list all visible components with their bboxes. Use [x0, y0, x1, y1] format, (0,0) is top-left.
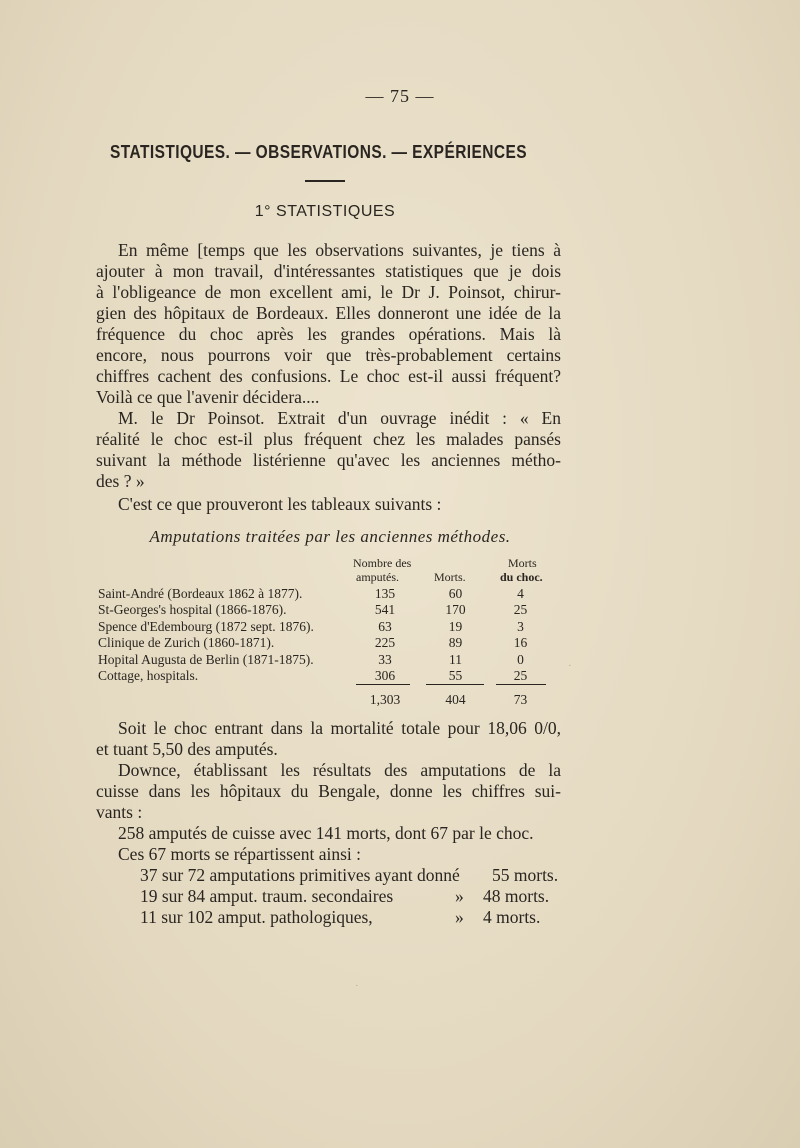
cell-morts: 170	[445, 602, 466, 618]
total-amputes: 1,303	[369, 692, 401, 708]
table-row	[98, 602, 558, 618]
text-line: 258 amputés de cuisse avec 141 morts, dont 67 par le choc.	[118, 823, 534, 843]
breakdown-ditto: »	[455, 886, 464, 906]
cell-morts: 55	[448, 667, 463, 683]
paragraph-poinsot-quote	[96, 408, 561, 492]
text-line: vants :	[96, 802, 143, 822]
sum-rule-morts	[426, 684, 484, 685]
heading-divider	[305, 180, 345, 182]
header-du-choc: du choc.	[500, 570, 543, 584]
cell-morts: 60	[448, 586, 463, 601]
table-totals-row	[98, 690, 558, 712]
text-line: fréquence du choc après les grandes opérations. Mais là	[96, 324, 561, 344]
text-line: des ? »	[96, 471, 145, 491]
header-morts-choc: Morts	[508, 556, 537, 570]
breakdown-ditto: »	[455, 907, 464, 927]
text-line: à l'obligeance de mon excellent ami, le Dr J. Poinsot, chirur-	[96, 282, 561, 302]
paragraph-downce	[96, 760, 561, 823]
breakdown-text: 11 sur 102 amput. pathologiques,	[140, 907, 373, 927]
list-item	[140, 907, 560, 928]
cell-morts: 19	[448, 618, 463, 634]
cell-choc: 4	[517, 586, 524, 601]
text-line: ajouter à mon travail, d'intéressantes statistiques que je dois	[96, 261, 561, 281]
breakdown-text: 37 sur 72 amputations primitives ayant donné	[140, 865, 460, 885]
cell-place: Hopital Augusta de Berlin (1871-1875).	[98, 651, 314, 667]
text-line: C'est ce que prouveront les tableaux suivants :	[118, 494, 442, 514]
breakdown-text: 19 sur 84 amput. traum. secondaires	[140, 886, 394, 906]
total-morts: 404	[445, 692, 466, 708]
total-choc: 73	[513, 692, 528, 708]
cell-choc: 3	[517, 618, 524, 634]
table-row	[98, 635, 558, 651]
table-row	[98, 586, 558, 602]
cell-amputes: 135	[374, 586, 396, 601]
cell-choc: 16	[513, 635, 528, 651]
table-row	[98, 668, 558, 684]
header-morts: Morts.	[434, 570, 466, 584]
paragraph-tables-intro	[96, 494, 561, 515]
cell-morts: 11	[449, 651, 462, 667]
list-item	[140, 865, 560, 886]
header-nombre: Nombre des	[353, 556, 412, 570]
page-number: — 75 —	[365, 86, 435, 106]
table-row	[98, 619, 558, 635]
paper-speck: ·	[355, 980, 359, 992]
cell-choc: 0	[517, 651, 524, 667]
paragraph-breakdown-intro	[118, 844, 563, 865]
table-header	[98, 556, 558, 586]
section-title: 1° STATISTIQUES	[254, 203, 396, 220]
text-line: Downce, établissant les résultats des amputations de la	[118, 760, 561, 780]
text-line: gien des hôpitaux de Bordeaux. Elles donneront une idée de la	[96, 303, 561, 323]
table-caption: Amputations traitées par les anciennes méthodes.	[149, 527, 511, 546]
paper-speck: ·	[568, 660, 572, 672]
cell-place: Saint-André (Bordeaux 1862 à 1877).	[98, 586, 303, 601]
text-line: Ces 67 morts se répartissent ainsi :	[118, 844, 362, 864]
paragraph-thigh-amputations	[118, 823, 563, 844]
cell-place: Spence d'Edembourg (1872 sept. 1876).	[98, 618, 314, 634]
cell-choc: 25	[513, 667, 528, 683]
text-line: En même [temps que les observations suivantes, je tiens à	[118, 240, 561, 260]
cell-place: Cottage, hospitals.	[98, 667, 199, 683]
cell-amputes: 33	[378, 651, 392, 667]
header-amputes: amputés.	[356, 570, 399, 584]
text-line: cuisse dans les hôpitaux du Bengale, donne les chiffres sui-	[96, 781, 561, 801]
sum-rule-amputes	[356, 684, 410, 685]
cell-amputes: 63	[378, 618, 392, 634]
cell-amputes: 225	[374, 635, 396, 651]
text-line: suivant la méthode listérienne qu'avec les anciennes métho-	[96, 450, 561, 470]
cell-amputes: 541	[374, 602, 396, 618]
text-line: Voilà ce que l'avenir décidera....	[96, 387, 320, 407]
breakdown-result: 48 morts.	[483, 886, 550, 906]
paragraph-mortality	[96, 718, 561, 760]
table-row	[98, 652, 558, 668]
breakdown-result: 55 morts.	[492, 865, 559, 885]
text-line: encore, nous pourrons voir que très-probablement certains	[96, 345, 561, 365]
text-line: et tuant 5,50 des amputés.	[96, 739, 278, 759]
paragraph-intro	[96, 240, 561, 408]
text-line: chiffres cachent des confusions. Le choc est-il aussi fréquent?	[96, 366, 561, 386]
cell-morts: 89	[448, 635, 463, 651]
breakdown-result: 4 morts.	[483, 907, 541, 927]
text-line: Soit le choc entrant dans la mortalité totale pour 18,06 0/0,	[118, 718, 561, 738]
amputation-table	[98, 556, 558, 712]
breakdown-list	[140, 865, 560, 928]
list-item	[140, 886, 560, 907]
sum-rule-choc	[496, 684, 546, 685]
chapter-heading: STATISTIQUES. — OBSERVATIONS. — EXPÉRIENCES	[110, 142, 528, 162]
text-line: réalité le choc est-il plus fréquent chez les malades pansés	[96, 429, 561, 449]
cell-place: St-Georges's hospital (1866-1876).	[98, 602, 287, 618]
text-line: M. le Dr Poinsot. Extrait d'un ouvrage inédit : « En	[118, 408, 561, 428]
cell-place: Clinique de Zurich (1860-1871).	[98, 635, 275, 651]
cell-amputes: 306	[374, 667, 396, 683]
cell-choc: 25	[513, 602, 528, 618]
